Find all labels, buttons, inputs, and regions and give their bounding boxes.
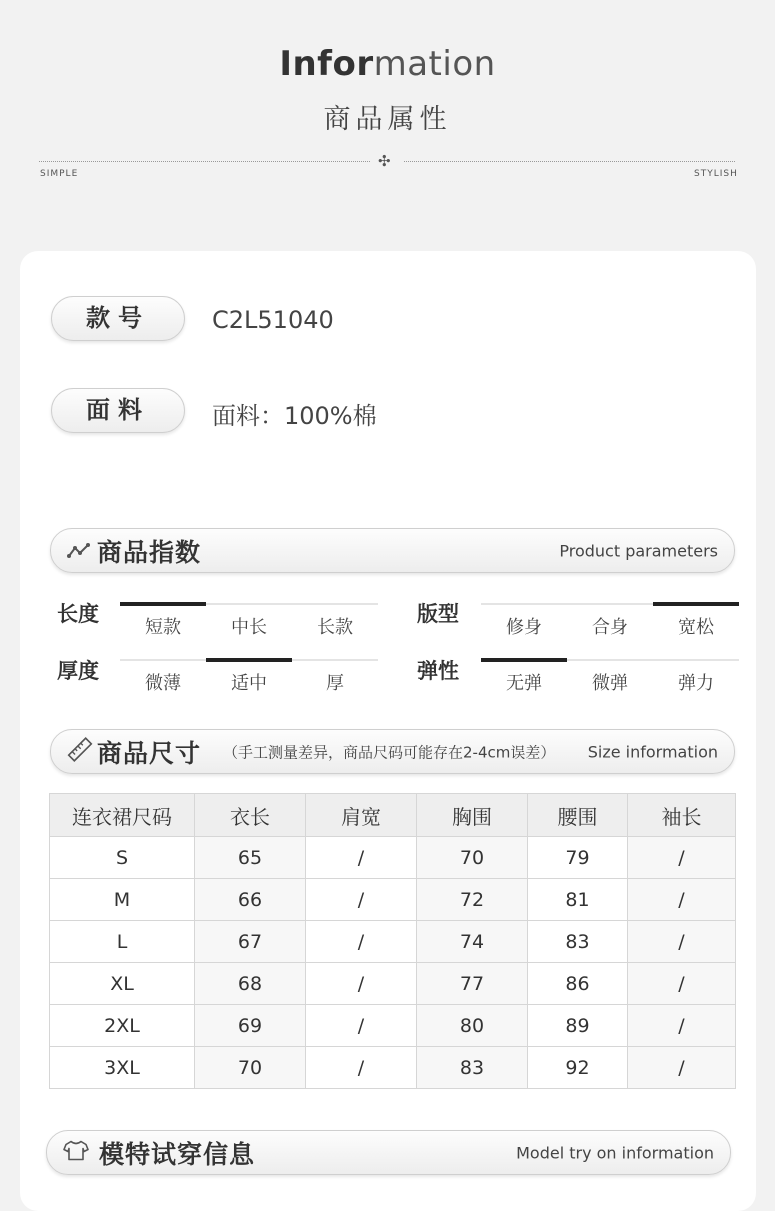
attr-value-fabric: 面料：100%棉	[212, 402, 377, 430]
column-header: 胸围	[417, 794, 528, 837]
table-cell: 80	[417, 1005, 528, 1047]
page-title: Information	[279, 44, 496, 84]
tag-simple: SIMPLE	[40, 169, 79, 179]
table-cell: /	[628, 921, 736, 963]
product-index-title: 商品指数	[97, 537, 202, 567]
index-scale-fit	[481, 600, 739, 638]
line-chart-icon	[67, 539, 91, 563]
table-cell: M	[50, 879, 195, 921]
table-row	[50, 1047, 736, 1089]
table-cell: 70	[417, 837, 528, 879]
table-cell: 68	[195, 963, 306, 1005]
index-label-thickness: 厚度	[57, 659, 99, 683]
index-option: 长款	[317, 617, 353, 638]
divider-left	[39, 161, 370, 162]
attr-label-fabric: 面料	[51, 388, 185, 433]
index-option: 修身	[506, 617, 542, 638]
column-header: 腰围	[528, 794, 628, 837]
table-cell: /	[628, 1005, 736, 1047]
index-scale-length	[120, 600, 378, 638]
attr-label-style-no: 款号	[51, 296, 185, 341]
size-info-header	[50, 729, 735, 774]
column-header: 肩宽	[306, 794, 417, 837]
table-cell: 3XL	[50, 1047, 195, 1089]
tag-stylish: STYLISH	[694, 169, 738, 179]
column-header: 连衣裙尺码	[50, 794, 195, 837]
scale-marker	[481, 658, 567, 662]
table-cell: XL	[50, 963, 195, 1005]
index-option: 短款	[145, 617, 181, 638]
table-row	[50, 963, 736, 1005]
scale-marker	[206, 658, 292, 662]
size-info-note: （手工测量差异，商品尺码可能存在2-4cm误差）	[223, 743, 556, 761]
index-option: 适中	[231, 673, 267, 694]
model-info-title-en: Model try on information	[516, 1143, 714, 1162]
table-row	[50, 1005, 736, 1047]
table-cell: 66	[195, 879, 306, 921]
table-cell: /	[306, 837, 417, 879]
table-cell: /	[628, 837, 736, 879]
index-label-elasticity: 弹性	[417, 659, 459, 683]
table-cell: /	[306, 879, 417, 921]
table-cell: /	[628, 879, 736, 921]
attr-value-style-no: C2L51040	[212, 306, 334, 334]
table-cell: 89	[528, 1005, 628, 1047]
index-label-fit: 版型	[417, 602, 459, 626]
table-cell: 77	[417, 963, 528, 1005]
index-option: 厚	[326, 673, 344, 694]
table-header-row	[50, 794, 736, 837]
table-cell: /	[306, 963, 417, 1005]
table-row	[50, 921, 736, 963]
model-info-header	[46, 1130, 731, 1175]
model-info-title: 模特试穿信息	[99, 1139, 256, 1169]
table-cell: /	[628, 1047, 736, 1089]
scale-marker	[653, 602, 739, 606]
product-index-header	[50, 528, 735, 573]
table-cell: 83	[417, 1047, 528, 1089]
column-header: 袖长	[628, 794, 736, 837]
table-cell: /	[628, 963, 736, 1005]
ornament-icon: ✣	[378, 152, 391, 170]
table-cell: 2XL	[50, 1005, 195, 1047]
table-cell: 79	[528, 837, 628, 879]
table-cell: 67	[195, 921, 306, 963]
index-option: 无弹	[506, 673, 542, 694]
size-info-title: 商品尺寸	[97, 738, 202, 768]
table-row	[50, 837, 736, 879]
table-cell: 81	[528, 879, 628, 921]
table-cell: S	[50, 837, 195, 879]
index-scale-elasticity	[481, 656, 739, 694]
table-cell: /	[306, 921, 417, 963]
index-option: 微薄	[145, 673, 181, 694]
index-scale-thickness	[120, 656, 378, 694]
table-cell: 70	[195, 1047, 306, 1089]
table-cell: /	[306, 1005, 417, 1047]
table-cell: 72	[417, 879, 528, 921]
index-option: 微弹	[592, 673, 628, 694]
ruler-icon	[67, 736, 93, 767]
index-label-length: 长度	[57, 602, 99, 626]
table-cell: 92	[528, 1047, 628, 1089]
index-option: 弹力	[678, 673, 714, 694]
index-option: 合身	[592, 617, 628, 638]
product-index-title-en: Product parameters	[559, 541, 718, 560]
table-cell: 69	[195, 1005, 306, 1047]
table-row	[50, 879, 736, 921]
column-header: 衣长	[195, 794, 306, 837]
size-table	[49, 793, 736, 1089]
table-cell: L	[50, 921, 195, 963]
table-cell: /	[306, 1047, 417, 1089]
divider-right	[404, 161, 735, 162]
table-cell: 74	[417, 921, 528, 963]
table-cell: 83	[528, 921, 628, 963]
index-option: 中长	[231, 617, 267, 638]
index-option: 宽松	[678, 617, 714, 638]
page-subtitle: 商品属性	[323, 104, 452, 135]
table-cell: 65	[195, 837, 306, 879]
scale-marker	[120, 602, 206, 606]
tshirt-icon	[63, 1139, 89, 1166]
table-cell: 86	[528, 963, 628, 1005]
size-info-title-en: Size information	[587, 742, 718, 761]
